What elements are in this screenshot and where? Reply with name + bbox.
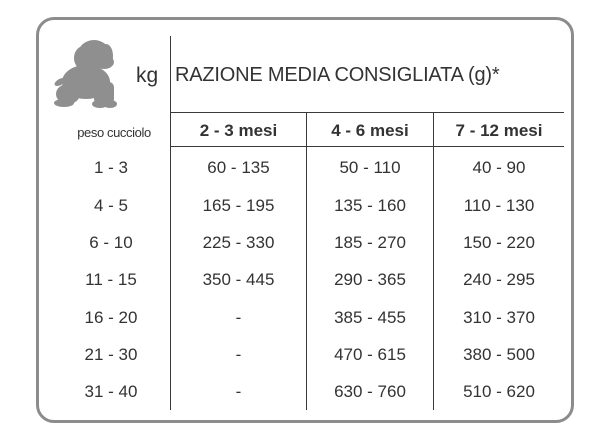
header-age-4-6: 4 - 6 mesi — [331, 121, 409, 140]
cell-ration-2-3: - — [235, 382, 242, 401]
cell-weight: 6 - 10 — [89, 233, 133, 252]
cell-ration-4-6: 385 - 455 — [334, 308, 406, 327]
cell-ration-7-12: 110 - 130 — [463, 196, 535, 215]
cell-ration-7-12: 150 - 220 — [463, 233, 535, 252]
cell-ration-7-12: 310 - 370 — [463, 308, 535, 327]
puppy-icon — [54, 38, 146, 108]
cell-ration-2-3: 165 - 195 — [202, 196, 275, 215]
cell-ration-4-6: 50 - 110 — [339, 158, 401, 177]
cell-ration-7-12: 240 - 295 — [463, 270, 535, 289]
header-age-2-3: 2 - 3 mesi — [199, 121, 278, 140]
cell-ration-2-3: - — [235, 345, 242, 364]
cell-ration-2-3: 60 - 135 — [207, 158, 270, 177]
cell-ration-7-12: 380 - 500 — [463, 345, 535, 364]
cell-ration-4-6: 630 - 760 — [334, 382, 406, 401]
cell-weight: 4 - 5 — [93, 196, 129, 215]
cell-ration-4-6: 185 - 270 — [334, 233, 406, 252]
cell-weight: 16 - 20 — [84, 308, 138, 327]
cell-ration-4-6: 290 - 365 — [334, 270, 406, 289]
cell-ration-7-12: 510 - 620 — [463, 382, 535, 401]
header-age-7-12: 7 - 12 mesi — [455, 121, 543, 140]
cell-weight: 31 - 40 — [84, 382, 138, 401]
cell-weight: 11 - 15 — [85, 270, 137, 289]
divider-horizontal-title — [171, 112, 564, 113]
cell-ration-4-6: 135 - 160 — [334, 196, 406, 215]
cell-ration-2-3: 225 - 330 — [202, 233, 275, 252]
weight-unit-label: kg — [136, 64, 159, 87]
header-peso-cucciolo: peso cucciolo — [77, 125, 151, 140]
table-title: RAZIONE MEDIA CONSIGLIATA (g)* — [175, 64, 500, 86]
cell-ration-4-6: 470 - 615 — [334, 345, 406, 364]
cell-weight: 1 - 3 — [93, 158, 129, 177]
cell-weight: 21 - 30 — [84, 345, 138, 364]
divider-horizontal-header — [171, 146, 564, 147]
cell-ration-2-3: - — [235, 308, 242, 327]
cell-ration-7-12: 40 - 90 — [472, 158, 526, 177]
cell-ration-2-3: 350 - 445 — [202, 270, 275, 289]
